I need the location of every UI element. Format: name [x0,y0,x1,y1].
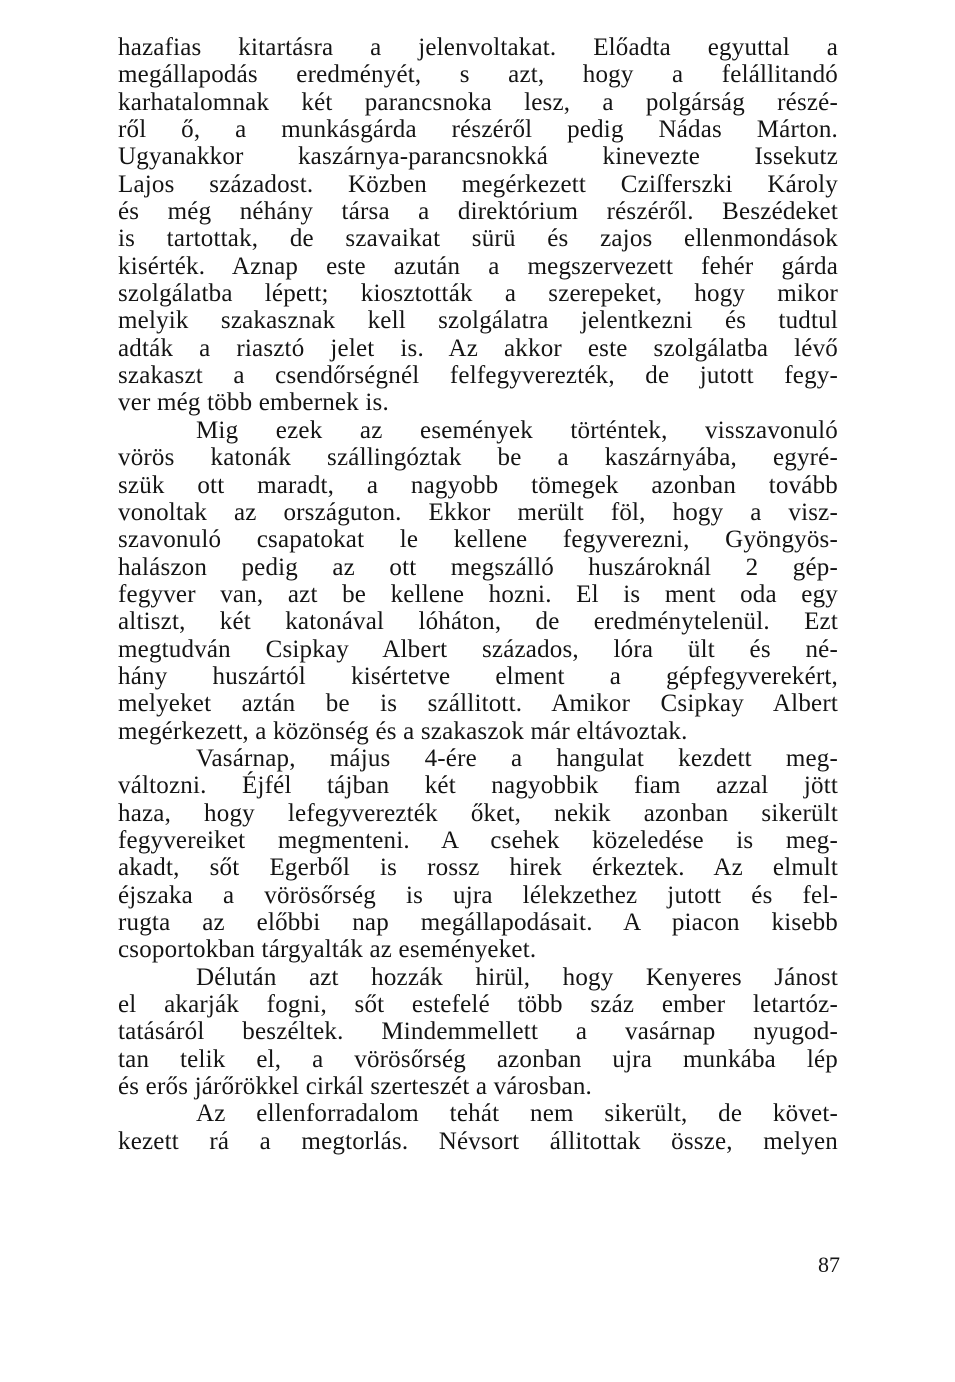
text-line: és még néhány társa a direktórium részéről. Beszédeket [118,198,838,226]
text-line: fegyvereiket megmenteni. A csehek közeledése is meg- [118,826,838,854]
text-line: tan telik el, a vörösőrség azonban ujra munkába lép [118,1045,838,1073]
text-line: vörös katonák szállingóztak be a kaszárnyába, egyré- [118,444,838,472]
paragraph [118,34,838,417]
text-line: el akarják fogni, sőt estefelé több száz ember letartóz- [118,991,838,1019]
text-line: ről ő, a munkásgárda részéről pedig Nádas Márton. [118,116,838,144]
paragraph [118,1100,838,1155]
text-line: éjszaka a vörösőrség is ujra lélekzethez jutott és fel- [118,881,838,909]
paragraph [118,745,838,964]
text-line: hány huszártól kisértetve elment a gépfegyverekért, [118,662,838,690]
text-line: adták a riasztó jelet is. Az akkor este szolgálatba lévő [118,334,838,362]
text-line: Vasárnap, május 4-ére a hangulat kezdett meg- [196,744,838,772]
text-line: szük ott maradt, a nagyobb tömegek azonban tovább [118,471,838,499]
text-line: megérkezett, a közönség és a szakaszok már eltávoztak. [118,717,688,745]
paragraph [118,964,838,1101]
text-line: is tartottak, de szavaikat sürü és zajos ellenmondások [118,225,838,253]
page-number: 87 [818,1252,840,1277]
text-line: Mig ezek az események történtek, visszavonuló [196,416,838,444]
text-line: Lajos századost. Közben megérkezett Cziſferszki Károly [118,170,838,198]
text-line: vonoltak az országuton. Ekkor merült föl, hogy a visz- [118,498,838,526]
text-line: megállapodás eredményét, s azt, hogy a felállitandó [118,61,838,89]
text-line: melyik szakasznak kell szolgálatra jelentkezni és tudtul [118,307,838,335]
text-line: akadt, sőt Egerből is rossz hirek érkeztek. Az elmult [118,854,838,882]
text-line: halászon pedig az ott megszálló huszároknál 2 gép- [118,553,838,581]
text-line: változni. Éjfél tájban két nagyobbik fiam azzal jött [118,772,838,800]
text-line: szolgálatba lépett; kiosztották a szerepeket, hogy mikor [118,280,838,308]
text-line: haza, hogy lefegyverezték őket, nekik azonban sikerült [118,799,838,827]
text-line: Délután azt hozzák hirül, hogy Kenyeres Jánost [196,963,838,991]
text-line: és erős járőrökkel cirkál szerteszét a városban. [118,1073,592,1101]
book-page-text [118,34,838,1155]
text-line: megtudván Csipkay Albert százados, lóra ült és né- [118,635,838,663]
text-line: Az ellenforradalom tehát nem sikerült, de követ- [196,1100,838,1128]
text-line: melyeket aztán be is szállitott. Amikor Csipkay Albert [118,690,838,718]
text-line: kisérték. Aznap este azután a megszervezett fehér gárda [118,252,838,280]
text-line: tatásáról beszéltek. Mindemmellett a vasárnap nyugod- [118,1018,838,1046]
text-line: szakaszt a csendőrségnél felfegyverezték, de jutott fegy- [118,362,838,390]
text-line: Ugyanakkor kaszárnya-parancsnokká kinevezte Issekutz [118,143,838,171]
text-line: kezett rá a megtorlás. Névsort állitottak össze, melyen [118,1127,838,1155]
text-line: rugta az előbbi nap megállapodásait. A piacon kisebb [118,909,838,936]
text-line: hazafias kitartásra a jelenvoltakat. Előadta egyuttal a [118,34,838,61]
text-line: csoportokban tárgyalták az eseményeket. [118,936,537,964]
text-line: ver még több embernek is. [118,389,389,417]
paragraph [118,417,838,745]
text-line: karhatalomnak két parancsnoka lesz, a polgárság részé- [118,88,838,116]
text-line: altiszt, két katonával lóháton, de eredménytelenül. Ezt [118,608,838,636]
text-line: fegyver van, azt be kellene hozni. El is ment oda egy [118,580,838,608]
text-line: szavonuló csapatokat le kellene fegyverezni, Gyöngyös- [118,526,838,554]
